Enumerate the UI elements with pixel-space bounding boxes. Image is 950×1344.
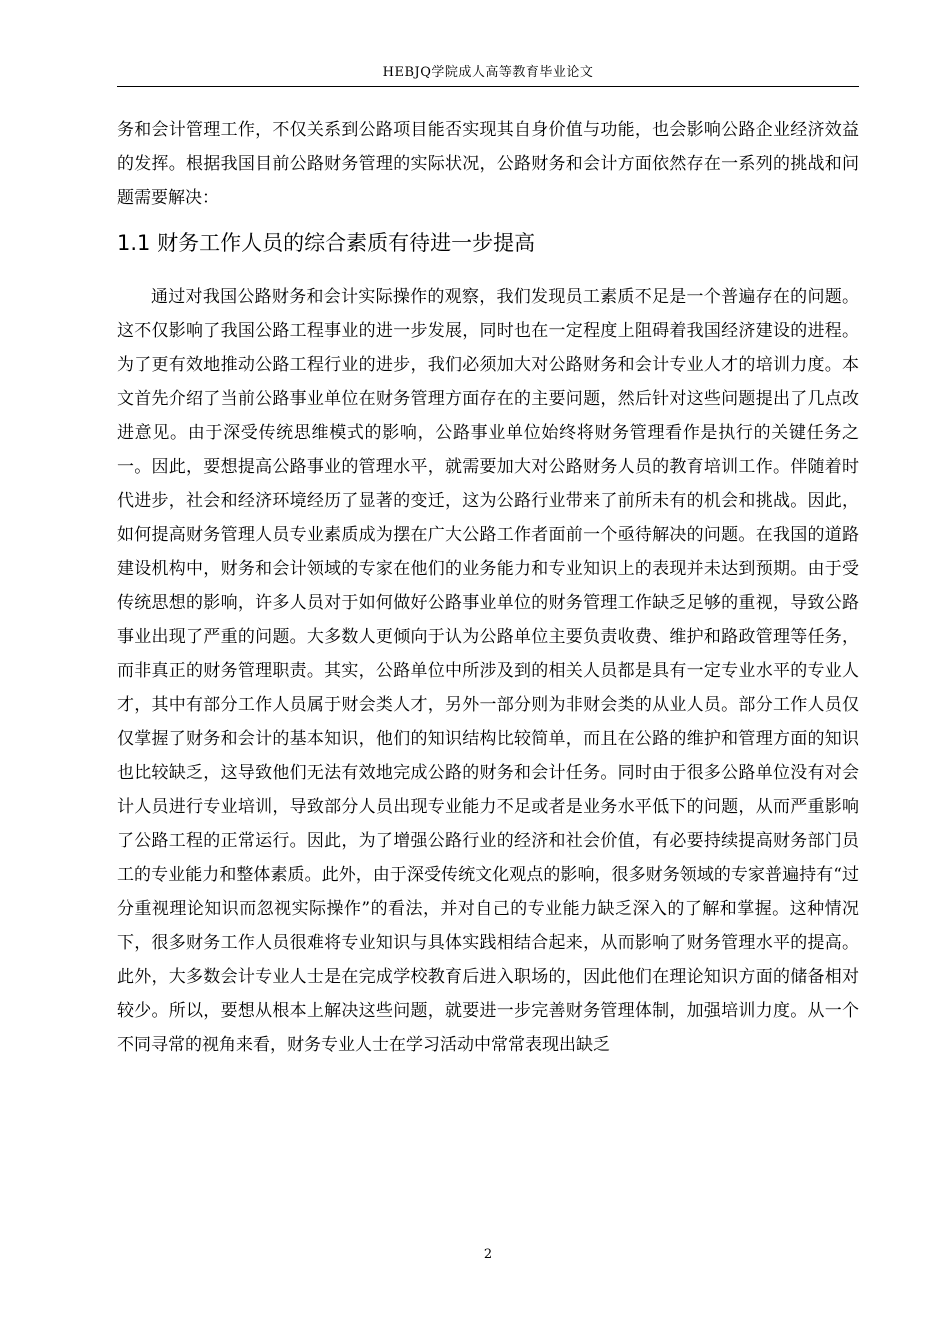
page-number: 2 <box>483 1247 493 1262</box>
header-divider <box>117 86 859 87</box>
page-body <box>117 113 859 1062</box>
section-heading: 1.1 财务工作人员的综合素质有待进一步提高 <box>117 231 536 255</box>
intro-paragraph: 务和会计管理工作，不仅关系到公路项目能否实现其自身价值与功能，也会影响公路企业经济效益的发挥。根据我国目前公路财务管理的实际状况，公路财务和会计方面依然存在一系列的挑战和问题需要解决： <box>117 120 859 208</box>
running-header: HEBJQ学院成人高等教育毕业论文 <box>382 65 594 80</box>
body-paragraph: 通过对我国公路财务和会计实际操作的观察，我们发现员工素质不足是一个普遍存在的问题。这不仅影响了我国公路工程事业的进一步发展，同时也在一定程度上阻碍着我国经济建设的进程。为了更有效地推动公路工程行业的进步，我们必须加大对公路财务和会计专业人才的培训力度。本文首先介绍了当前公路事业单位在财务管理方面存在的主要问题，然后针对这些问题提出了几点改进意见。由于深受传统思维模式的影响，公路事业单位始终将财务管理看作是执行的关键任务之一。因此，要想提高公路事业的管理水平，就需要加大对公路财务人员的教育培训工作。伴随着时代进步，社会和经济环境经历了显著的变迁，这为公路行业带来了前所未有的机会和挑战。因此，如何提高财务管理人员专业素质成为摆在广大公路工作者面前一个亟待解决的问题。在我国的道路建设机构中，财务和会计领域的专家在他们的业务能力和专业知识上的表现并未达到预期。由于受传统思想的影响，许多人员对于如何做好公路事业单位的财务管理工作缺乏足够的重视，导致公路事业出现了严重的问题。大多数人更倾向于认为公路单位主要负责收费、维护和路政管理等任务，而非真正的财务管理职责。其实，公路单位中所涉及到的相关人员都是具有一定专业水平的专业人才，其中有部分工作人员属于财会类人才，另外一部分则为非财会类的从业人员。部分工作人员仅仅掌握了财务和会计的基本知识，他们的知识结构比较简单，而且在公路的维护和管理方面的知识也比较缺乏，这导致他们无法有效地完成公路的财务和会计任务。同时由于很多公路单位没有对会计人员进行专业培训，导致部分人员出现专业能力不足或者是业务水平低下的问题，从而严重影响了公路工程的正常运行。因此，为了增强公路行业的经济和社会价值，有必要持续提高财务部门员工的专业能力和整体素质。此外，由于深受传统文化观点的影响，很多财务领域的专家普遍持有“过分重视理论知识而忽视实际操作”的看法，并对自己的专业能力缺乏深入的了解和掌握。这种情况下，很多财务工作人员很难将专业知识与具体实践相结合起来，从而影响了财务管理水平的提高。此外，大多数会计专业人士是在完成学校教育后进入职场的，因此他们在理论知识方面的储备相对较少。所以，要想从根本上解决这些问题，就要进一步完善财务管理体制，加强培训力度。从一个不同寻常的视角来看，财务专业人士在学习活动中常常表现出缺乏 <box>117 287 859 1055</box>
